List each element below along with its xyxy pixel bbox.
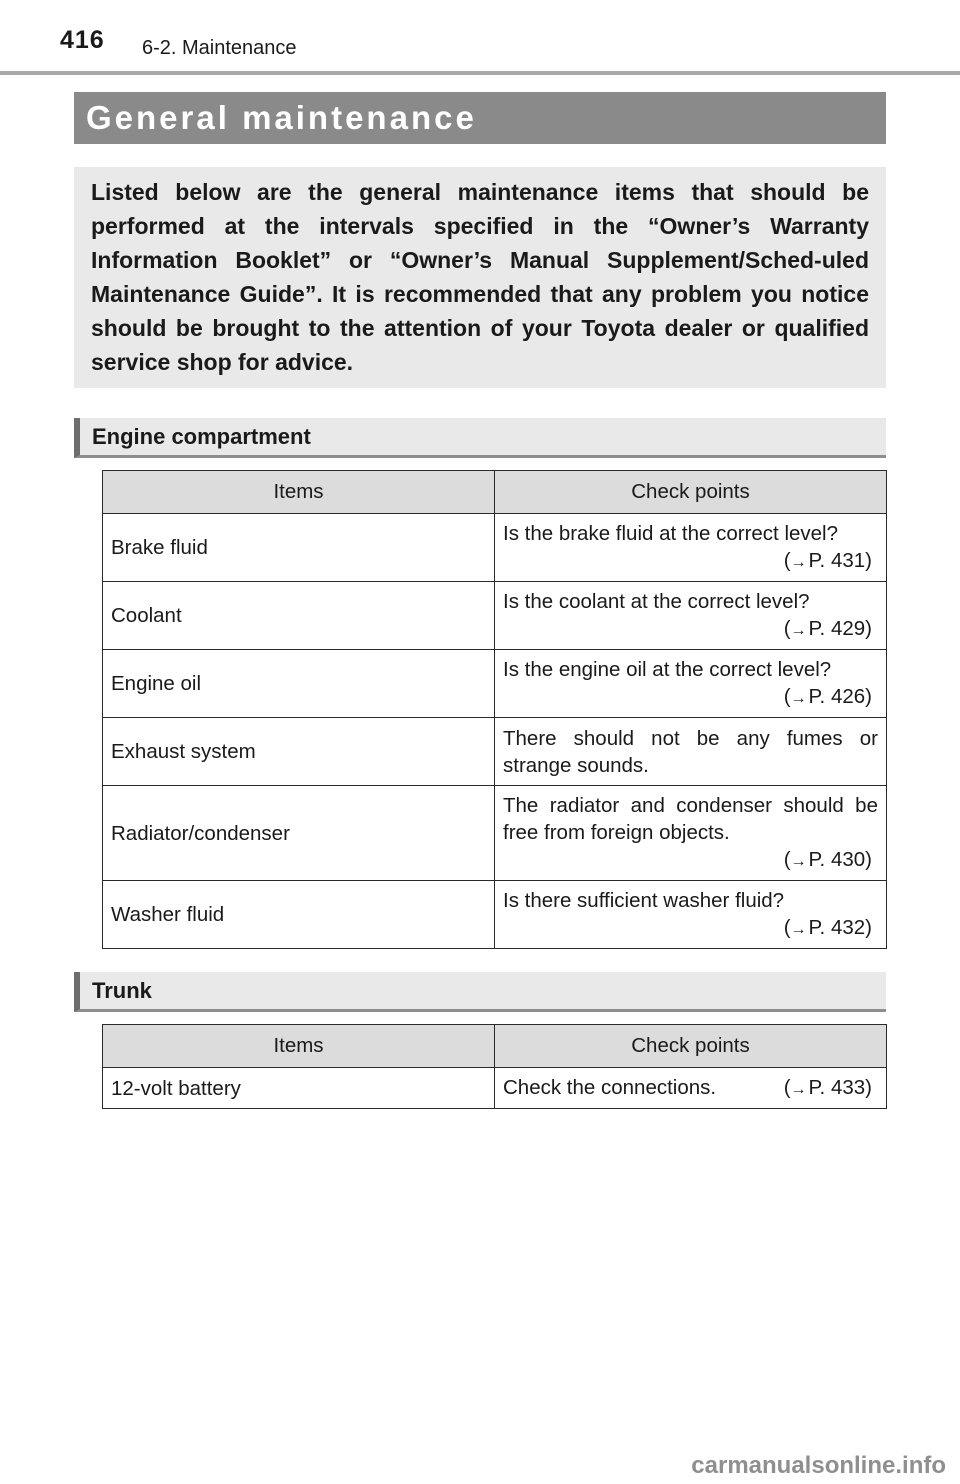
engine-compartment-table — [102, 470, 887, 949]
item-cell: Engine oil — [103, 650, 495, 718]
table-row — [103, 1068, 887, 1109]
page-title: General maintenance — [74, 92, 886, 144]
item-cell: Radiator/condenser — [103, 786, 495, 881]
check-cell — [495, 881, 887, 949]
page-reference-text: P. 430 — [808, 847, 866, 871]
watermark: carmanualsonline.info — [691, 1452, 946, 1479]
page-reference: (→P. 429) — [783, 616, 872, 640]
table-header-row — [103, 1025, 887, 1068]
table-row — [103, 514, 887, 582]
column-header-items: Items — [103, 471, 495, 514]
page-reference-text: P. 429 — [808, 616, 866, 640]
check-text: Is the coolant at the correct level? — [503, 589, 810, 613]
intro-box — [74, 167, 886, 388]
right-arrow-icon: → — [790, 621, 807, 639]
check-text: Check the connections. — [503, 1075, 717, 1099]
table-header-row — [103, 471, 887, 514]
right-arrow-icon: → — [790, 689, 807, 707]
item-cell: Exhaust system — [103, 718, 495, 786]
check-cell — [495, 650, 887, 718]
column-header-check-points: Check points — [495, 471, 887, 514]
check-text: Is the engine oil at the correct level? — [503, 657, 832, 681]
item-cell: Brake fluid — [103, 514, 495, 582]
check-cell — [495, 1068, 887, 1109]
item-cell: 12-volt battery — [103, 1068, 495, 1109]
trunk-heading: Trunk — [74, 972, 886, 1012]
check-cell — [495, 514, 887, 582]
page-reference: (→P. 431) — [783, 548, 872, 572]
header-rule — [0, 71, 960, 75]
page-reference-text: P. 433 — [808, 1075, 866, 1099]
page-reference-text: P. 426 — [808, 684, 866, 708]
section-label: 6-2. Maintenance — [142, 37, 297, 59]
right-arrow-icon: → — [790, 852, 807, 870]
check-cell: There should not be any fumes or strange sounds. — [495, 718, 887, 786]
intro-text: Listed below are the general maintenance items that should be performed at the intervals specified in the “Owner’s Warranty Information Booklet” or “Owner’s Manual Supplement/Sched-uled Maintenance Guide”. It is recommended that any problem you notice should be brought to the attention of your Toyota dealer or qualified service shop for advice. — [91, 179, 869, 375]
item-cell: Washer fluid — [103, 881, 495, 949]
table-row — [103, 786, 887, 881]
right-arrow-icon: → — [790, 920, 807, 938]
page-reference: (→P. 426) — [783, 684, 872, 708]
table-row — [103, 881, 887, 949]
check-text: The radiator and condenser should be free from foreign objects. — [503, 793, 878, 844]
check-text: Is there sufficient washer fluid? — [503, 888, 785, 912]
page-reference: (→P. 432) — [783, 915, 872, 939]
table-row — [103, 718, 887, 786]
right-arrow-icon: → — [790, 553, 807, 571]
page-reference-text: P. 431 — [808, 548, 866, 572]
check-cell — [495, 582, 887, 650]
column-header-check-points: Check points — [495, 1025, 887, 1068]
table-row — [103, 650, 887, 718]
page-reference: (→P. 433) — [783, 1075, 872, 1099]
item-cell: Coolant — [103, 582, 495, 650]
engine-compartment-heading: Engine compartment — [74, 418, 886, 458]
page-reference-text: P. 432 — [808, 915, 866, 939]
check-text: Is the brake fluid at the correct level? — [503, 521, 839, 545]
table-row — [103, 582, 887, 650]
right-arrow-icon: → — [790, 1080, 807, 1098]
trunk-table — [102, 1024, 887, 1109]
column-header-items: Items — [103, 1025, 495, 1068]
page-number: 416 — [60, 26, 105, 54]
check-cell — [495, 786, 887, 881]
page-reference: (→P. 430) — [783, 847, 872, 871]
